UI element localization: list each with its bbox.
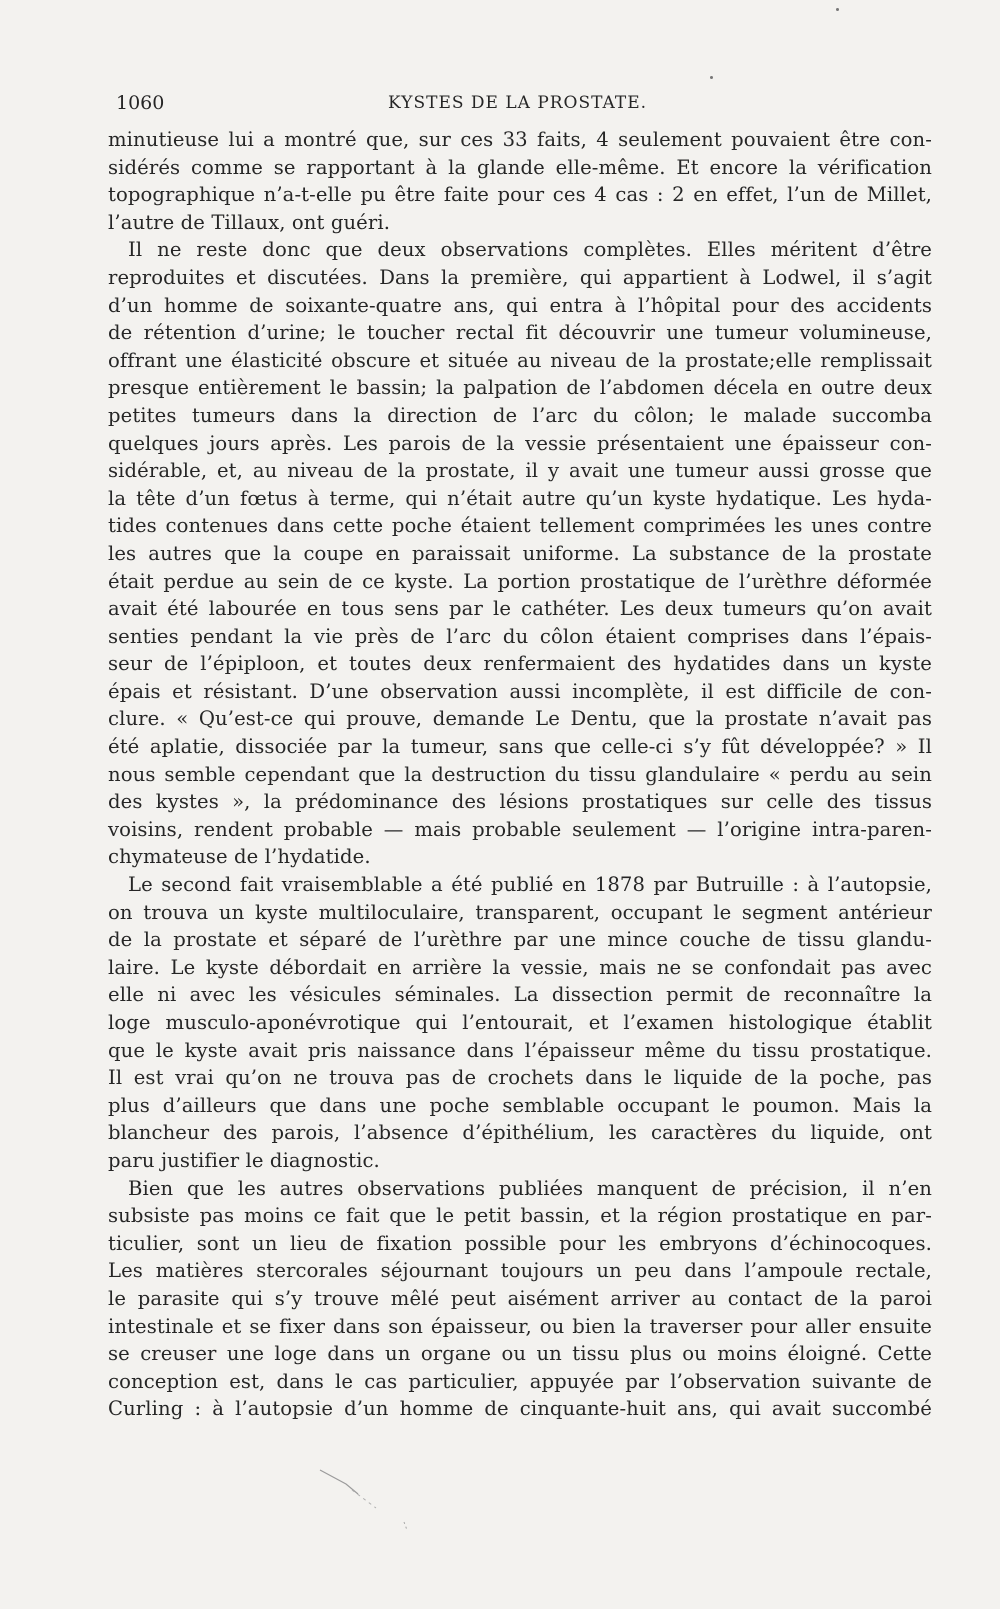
text-line: Curling : à l’autopsie d’un homme de cinquante-huit ans, qui avait succombé	[108, 1397, 932, 1421]
text-line: loge musculo-aponévrotique qui l’entourait, et l’examen histologique établit	[108, 1011, 932, 1034]
text-line: nous semble cependant que la destruction du tissu glandulaire « perdu au sein	[108, 762, 932, 786]
text-line: des kystes », la prédominance des lésions prostatiques sur celle des tissus	[108, 790, 932, 814]
text-line: que le kyste avait pris naissance dans l’épaisseur même du tissu prostatique.	[108, 1038, 932, 1062]
text-line: l’autre de Tillaux, ont guéri.	[108, 210, 391, 234]
text-line: paru justifier le diagnostic.	[108, 1148, 380, 1172]
text-line: offrant une élasticité obscure et située au niveau de la prostate;elle remplissait	[108, 348, 932, 372]
running-title: KYSTES DE LA PROSTATE.	[388, 93, 648, 113]
text-line: tides contenues dans cette poche étaient tellement comprimées les unes contre	[108, 514, 932, 538]
text-line: de la prostate et séparé de l’urèthre par une mince couche de tissu glandu-	[108, 928, 932, 952]
text-line: quelques jours après. Les parois de la vessie présentaient une épaisseur con-	[108, 431, 932, 455]
text-line: petites tumeurs dans la direction de l’arc du côlon; le malade succomba	[108, 403, 932, 427]
paper-speck	[836, 8, 839, 11]
text-line: Bien que les autres observations publiées manquent de précision, il n’en	[128, 1176, 932, 1200]
body-text	[108, 126, 932, 1466]
text-line: ticulier, sont un lieu de fixation possible pour les embryons d’échinocoques.	[108, 1231, 932, 1255]
text-line: d’un homme de soixante-quatre ans, qui entra à l’hôpital pour des accidents	[108, 293, 932, 317]
text-line: se creuser une loge dans un organe ou un tissu plus ou moins éloigné. Cette	[108, 1342, 932, 1366]
text-line: avait été labourée en tous sens par le cathéter. Les deux tumeurs qu’on avait	[108, 597, 932, 621]
text-line: laire. Le kyste débordait en arrière la vessie, mais ne se confondait pas avec	[108, 955, 932, 979]
text-line: blancheur des parois, l’absence d’épithélium, les caractères du liquide, ont	[108, 1121, 932, 1145]
text-line: chymateuse de l’hydatide.	[108, 845, 371, 869]
text-line: topographique n’a-t-elle pu être faite pour ces 4 cas : 2 en effet, l’un de Millet,	[108, 183, 932, 207]
text-line: plus d’ailleurs que dans une poche semblable occupant le poumon. Mais la	[108, 1093, 932, 1117]
text-line: reproduites et discutées. Dans la première, qui appartient à Lodwel, il s’agit	[108, 265, 932, 289]
text-line: sidérable, et, au niveau de la prostate, il y avait une tumeur aussi grosse que	[108, 459, 932, 483]
text-line: subsiste pas moins ce fait que le petit bassin, et la région prostatique en par-	[108, 1204, 932, 1228]
text-line: seur de l’épiploon, et toutes deux renfermaient des hydatides dans un kyste	[108, 652, 932, 676]
text-line: minutieuse lui a montré que, sur ces 33 faits, 4 seulement pouvaient être con-	[108, 128, 932, 151]
text-line: Le second fait vraisemblable a été publié en 1878 par Butruille : à l’autopsie,	[128, 873, 932, 897]
paper-blemish	[318, 1464, 408, 1542]
text-line: été aplatie, dissociée par la tumeur, sans que celle-ci s’y fût développée? » Il	[108, 735, 932, 759]
text-line: Il ne reste donc que deux observations complètes. Elles méritent d’être	[128, 238, 932, 262]
text-line: Les matières stercorales séjournant toujours un peu dans l’ampoule rectale,	[108, 1259, 932, 1283]
text-line: de rétention d’urine; le toucher rectal fit découvrir une tumeur volumineuse,	[108, 321, 932, 345]
text-line: voisins, rendent probable — mais probable seulement — l’origine intra-paren-	[108, 817, 932, 841]
text-line: senties pendant la vie près de l’arc du côlon étaient comprises dans l’épais-	[108, 624, 932, 648]
text-line: épais et résistant. D’une observation aussi incomplète, il est difficile de con-	[108, 679, 932, 703]
text-line: conception est, dans le cas particulier, appuyée par l’observation suivante de	[108, 1369, 932, 1393]
text-line: intestinale et se fixer dans son épaisseur, ou bien la traverser pour aller ensuite	[108, 1314, 932, 1338]
running-head	[116, 88, 936, 118]
text-line: clure. « Qu’est-ce qui prouve, demande Le Dentu, que la prostate n’avait pas	[108, 707, 932, 731]
text-line: Il est vrai qu’on ne trouva pas de crochets dans le liquide de la poche, pas	[108, 1066, 932, 1090]
text-line: presque entièrement le bassin; la palpation de l’abdomen décela en outre deux	[108, 376, 932, 400]
text-line: sidérés comme se rapportant à la glande elle-même. Et encore la vérification	[108, 155, 932, 179]
paper-speck	[710, 76, 713, 79]
text-line: on trouva un kyste multiloculaire, transparent, occupant le segment antérieur	[108, 900, 932, 924]
text-line: les autres que la coupe en paraissait uniforme. La substance de la prostate	[108, 541, 932, 565]
text-line: elle ni avec les vésicules séminales. La dissection permit de reconnaître la	[108, 983, 932, 1007]
page-number: 1060	[116, 92, 165, 114]
text-line: la tête d’un fœtus à terme, qui n’était autre qu’un kyste hydatique. Les hyda-	[108, 486, 932, 510]
text-line: le parasite qui s’y trouve mêlé peut aisément arriver au contact de la paroi	[108, 1286, 932, 1310]
text-line: était perdue au sein de ce kyste. La portion prostatique de l’urèthre déformée	[108, 569, 932, 593]
